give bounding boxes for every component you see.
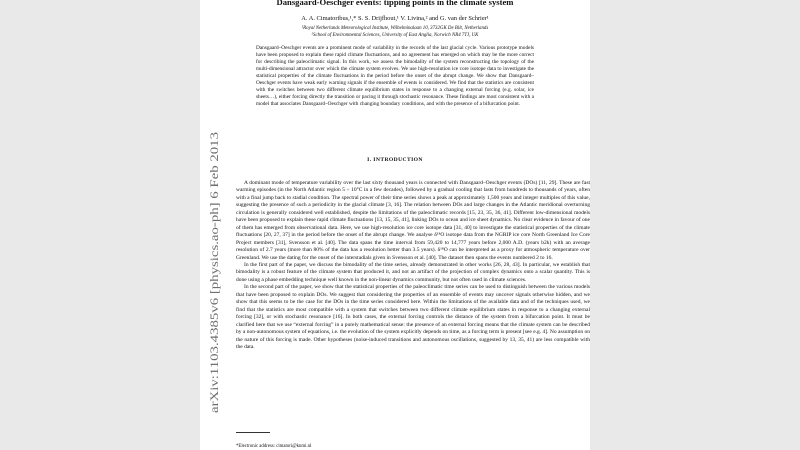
section-heading-introduction: I. INTRODUCTION — [367, 157, 423, 163]
affiliation-2: ²School of Environmental Sciences, University of East Anglia, Norwich NR4 7TJ, UK — [311, 33, 479, 38]
paper-page — [200, 0, 590, 450]
abstract: Dansgaard–Oeschger events are a prominent mode of variability in the records of the last glacial cycle. Various prototype models have been proposed to explain these rapid climate fluctuations, and no agreement has emerged on which may be the more correct for describing the paleoclimatic signal. In this work, we assess the bimodality of the system reconstructing the topology of the multi-dimensional attractor over which the climate system evolves. We use high-resolution ice core isotope data to investigate the statistical properties of the climate fluctuations in the period before the onset of the abrupt change. We show that Dansgaard–Oeschger events have weak early warning signals if the ensemble of events is considered. We find that the statistics are consistent with the switches between two different climate equilibrium states in response to a changing external forcing (e.g. solar, ice sheets…), either forcing directly the transition or pacing it through stochastic resonance. These findings are most consistent with a model that associates Dansgaard–Oeschger with changing boundary conditions, and with the presence of a bifurcation point. — [256, 45, 534, 107]
footnote-rule — [236, 432, 270, 433]
paragraph: A dominant mode of temperature variability over the last sixty thousand years is connected with Dansgaard–Oeschger events (DOs) [11, 29]. These are fast warming episodes (in the North Atlantic region 5 ÷ 10°C in a few decades), followed by a gradual cooling that lasts from hundreds to thousands of years, often with a final jump back to stadial condition. The spectral power of their time series shows a peak at approximately 1,500 years and integer multiples of this value, suggesting the presence of such a periodicity in the glacial climate [3, 16]. The relation between DOs and large changes in the Atlantic meridional overturning circulation is generally considered well established, despite the limitations of the paleoclimatic records [15, 23, 35, 36, 41]. Different low-dimensional models have been proposed to explain these rapid climate fluctuations [13, 15, 35, 41], linking DOs to ocean and ice sheet dynamics. No clear evidence in favour of one of them has emerged from observational data. Here, we use high-resolution ice core isotope data [31, 40] to investigate the statistical properties of the climate fluctuations [20, 27, 37] in the period before the onset of the abrupt change. We analyse δ¹⁸O isotope data from the NGRIP ice core North Greenland Ice Core Project members [31], Svensson et al. [40]. The data spans the time interval from 59,420 to 14,777 years before 2,000 A.D. (years b2k) with an average resolution of 2.7 years (more than 80% of the data has a resolution better than 3.5 years). δ¹⁸O can be interpreted as a proxy for atmospheric temperature over Greenland. We use the dating for the onset of the interstadials given in Svensson et al. [40]. The dataset then spans the events numbered 2 to 16. — [236, 180, 590, 261]
footnote: *Electronic address: cimatori@knmi.nl — [236, 444, 312, 449]
paper-title: Dansgaard-Oeschger events: tipping points in the climate system — [276, 0, 514, 7]
paragraph: In the first part of the paper, we discuss the bimodality of the time series, already demonstrated in other works [26, 28, 43]. In particular, we establish that bimodality is a robust feature of the climate system that produced it, and not an artifact of the projection of complex dynamics onto a scalar quantity. This is done using a phase embedding technique well known in the non-linear dynamics community, but not often used in climate sciences. — [236, 261, 590, 283]
paragraph: In the second part of the paper, we show that the statistical properties of the paleoclimatic time series can be used to distinguish between the various models that have been proposed to explain DOs. We suggest that considering the properties of an ensemble of events may uncover signals otherwise hidden, and we show that this seems to be the case for the DOs in the time series considered here. Within the limitations of the available data and of the techniques used, we find that the statistics are most compatible with a system that switches between two different climate equilibrium states in response to a changing external forcing [32], or with stochastic resonance [16]. In both cases, the external forcing controls the distance of the system from a bifurcation point. It must be clarified here that we use “external forcing” in a purely mathematical sense: the presence of an external forcing means that the climate system can be described by a non-autonomous system of equations, i.e. the evolution of the system explicitly depends on time, as a forcing term is present [see e.g. 4]. No assumption on the nature of this forcing is made. Other hypotheses (noise-induced transitions and autonomous oscillations, suggested by 13, 35, 41) are less compatible with the data. — [236, 284, 590, 350]
arxiv-stamp-text: arXiv:1103.4385v6 [physics.ao-ph] 6 Feb 2013 — [207, 185, 221, 413]
arxiv-stamp — [206, 130, 222, 415]
author-list: A. A. Cimatoribus,¹,* S. S. Drijfhout,¹ V. Livina,² and G. van der Schrier¹ — [301, 15, 489, 22]
affiliation-1: ¹Royal Netherlands Meteorological Institute, Wilhelminalaan 10, 3732GK De Bilt, Netherlands — [301, 26, 489, 31]
introduction-body — [236, 180, 590, 351]
